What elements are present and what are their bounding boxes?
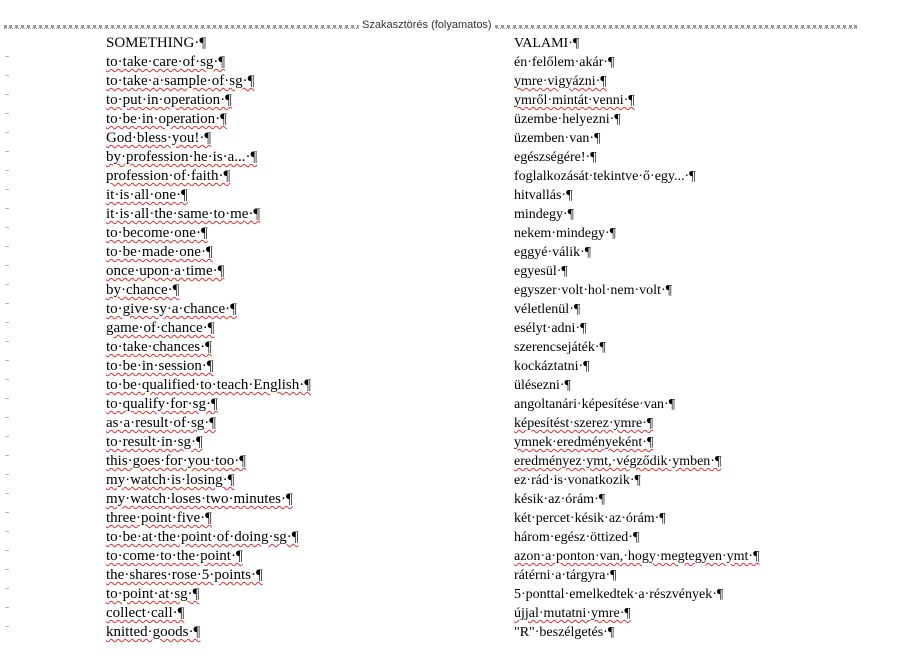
margin-tick: [5, 521, 13, 540]
hungarian-phrase-line[interactable]: [514, 148, 759, 167]
english-phrase-line[interactable]: [106, 34, 311, 53]
line-text: két·percet·késik·az·órám·¶: [514, 511, 666, 526]
margin-tick: [5, 274, 13, 293]
english-phrase-line[interactable]: [106, 129, 311, 148]
margin-tick: [5, 141, 13, 160]
line-text: this·goes·for·you·too·¶: [106, 453, 247, 469]
english-phrase-line[interactable]: [106, 357, 311, 376]
margin-tick: [5, 331, 13, 350]
english-column[interactable]: [106, 34, 311, 642]
line-text: eredményez·ymt,·végződik·ymben·¶: [514, 454, 722, 469]
margin-tick: [5, 46, 13, 65]
hungarian-phrase-line[interactable]: [514, 585, 759, 604]
margin-tick: [5, 464, 13, 483]
hungarian-phrase-line[interactable]: [514, 319, 759, 338]
line-text: to·take·chances·¶: [106, 339, 212, 355]
line-text: to·point·at·sg·¶: [106, 586, 200, 602]
english-phrase-line[interactable]: [106, 243, 311, 262]
line-text: to·be·at·the·point·of·doing·sg·¶: [106, 529, 299, 545]
hungarian-phrase-line[interactable]: [514, 72, 759, 91]
english-phrase-line[interactable]: [106, 395, 311, 414]
hungarian-phrase-line[interactable]: [514, 490, 759, 509]
left-margin-marks: [5, 46, 13, 635]
line-text: ymről·mintát·venni·¶: [514, 93, 635, 108]
english-phrase-line[interactable]: [106, 110, 311, 129]
line-text: by·profession·he·is·a...·¶: [106, 149, 258, 165]
line-text: ymnek·eredményeként·¶: [514, 435, 654, 450]
english-phrase-line[interactable]: [106, 262, 311, 281]
line-text: "R"·beszélgetés·¶: [514, 625, 615, 640]
line-text: to·qualify·for·sg·¶: [106, 396, 218, 412]
english-phrase-line[interactable]: [106, 547, 311, 566]
line-text: egészségére!·¶: [514, 150, 597, 165]
english-phrase-line[interactable]: [106, 72, 311, 91]
hungarian-phrase-line[interactable]: [514, 414, 759, 433]
hungarian-phrase-line[interactable]: [514, 509, 759, 528]
margin-tick: [5, 103, 13, 122]
line-text: SOMETHING·¶: [106, 35, 207, 51]
line-text: késik·az·órám·¶: [514, 492, 606, 507]
margin-tick: [5, 122, 13, 141]
line-text: collect·call·¶: [106, 605, 185, 621]
english-phrase-line[interactable]: [106, 148, 311, 167]
hungarian-phrase-line[interactable]: [514, 300, 759, 319]
line-text: knitted·goods·¶: [106, 624, 201, 640]
line-text: my·watch·loses·two·minutes·¶: [106, 491, 293, 507]
english-phrase-line[interactable]: [106, 452, 311, 471]
hungarian-phrase-line[interactable]: [514, 110, 759, 129]
hungarian-phrase-line[interactable]: [514, 34, 759, 53]
line-text: én·felőlem·akár·¶: [514, 55, 615, 70]
english-phrase-line[interactable]: [106, 414, 311, 433]
line-text: újjal·mutatni·ymre·¶: [514, 606, 631, 621]
line-text: esélyt·adni·¶: [514, 321, 587, 336]
english-phrase-line[interactable]: [106, 376, 311, 395]
english-phrase-line[interactable]: [106, 300, 311, 319]
line-text: foglalkozását·tekintve·ő·egy...·¶: [514, 169, 696, 184]
line-text: three·point·five·¶: [106, 510, 212, 526]
english-phrase-line[interactable]: [106, 471, 311, 490]
line-text: to·be·made·one·¶: [106, 244, 213, 260]
line-text: ez·rád·is·vonatkozik·¶: [514, 473, 641, 488]
english-phrase-line[interactable]: [106, 585, 311, 604]
line-text: it·is·all·the·same·to·me·¶: [106, 206, 261, 222]
hungarian-phrase-line[interactable]: [514, 186, 759, 205]
english-phrase-line[interactable]: [106, 509, 311, 528]
line-text: it·is·all·one·¶: [106, 187, 188, 203]
line-text: angoltanári·képesítése·van·¶: [514, 397, 676, 412]
margin-tick: [5, 559, 13, 578]
margin-tick: [5, 160, 13, 179]
english-phrase-line[interactable]: [106, 167, 311, 186]
margin-tick: [5, 483, 13, 502]
hungarian-column[interactable]: [514, 34, 759, 642]
hungarian-phrase-line[interactable]: [514, 91, 759, 110]
hungarian-phrase-line[interactable]: [514, 281, 759, 300]
line-text: ülésezni·¶: [514, 378, 571, 393]
hungarian-phrase-line[interactable]: [514, 623, 759, 642]
english-phrase-line[interactable]: [106, 338, 311, 357]
hungarian-phrase-line[interactable]: [514, 338, 759, 357]
english-phrase-line[interactable]: [106, 490, 311, 509]
hungarian-phrase-line[interactable]: [514, 395, 759, 414]
line-text: üzemben·van·¶: [514, 131, 601, 146]
margin-tick: [5, 578, 13, 597]
english-phrase-line[interactable]: [106, 224, 311, 243]
hungarian-phrase-line[interactable]: [514, 471, 759, 490]
english-phrase-line[interactable]: [106, 53, 311, 72]
line-text: egyesül·¶: [514, 264, 568, 279]
hungarian-phrase-line[interactable]: [514, 224, 759, 243]
section-break-label: Szakasztörés (folyamatos): [359, 17, 495, 33]
margin-tick: [5, 616, 13, 635]
margin-tick: [5, 350, 13, 369]
hungarian-phrase-line[interactable]: [514, 357, 759, 376]
margin-tick: [5, 217, 13, 236]
line-text: három·egész·öttized·¶: [514, 530, 640, 545]
line-text: profession·of·faith·¶: [106, 168, 231, 184]
hungarian-phrase-line[interactable]: [514, 528, 759, 547]
english-phrase-line[interactable]: [106, 528, 311, 547]
margin-tick: [5, 198, 13, 217]
margin-tick: [5, 388, 13, 407]
margin-tick: [5, 502, 13, 521]
line-text: VALAMI·¶: [514, 36, 580, 51]
line-text: ymre·vigyázni·¶: [514, 74, 607, 89]
hungarian-phrase-line[interactable]: [514, 376, 759, 395]
margin-tick: [5, 84, 13, 103]
english-phrase-line[interactable]: [106, 186, 311, 205]
english-phrase-line[interactable]: [106, 91, 311, 110]
margin-tick: [5, 426, 13, 445]
hungarian-phrase-line[interactable]: [514, 205, 759, 224]
line-text: once·upon·a·time·¶: [106, 263, 225, 279]
line-text: eggyé·válik·¶: [514, 245, 592, 260]
line-text: to·be·qualified·to·teach·English·¶: [106, 377, 312, 393]
line-text: rátérni·a·tárgyra·¶: [514, 568, 617, 583]
margin-tick: [5, 65, 13, 84]
margin-tick: [5, 312, 13, 331]
section-break-marker: [4, 16, 857, 36]
line-text: the·shares·rose·5·points·¶: [106, 567, 263, 583]
line-text: game·of·chance·¶: [106, 320, 215, 336]
margin-tick: [5, 540, 13, 559]
line-text: to·take·a·sample·of·sg·¶: [106, 73, 255, 89]
english-phrase-line[interactable]: [106, 604, 311, 623]
hungarian-phrase-line[interactable]: [514, 452, 759, 471]
hungarian-phrase-line[interactable]: [514, 129, 759, 148]
margin-tick: [5, 179, 13, 198]
line-text: képesítést·szerez·ymre·¶: [514, 416, 654, 431]
line-text: véletlenül·¶: [514, 302, 581, 317]
margin-tick: [5, 255, 13, 274]
line-text: to·become·one·¶: [106, 225, 208, 241]
english-phrase-line[interactable]: [106, 623, 311, 642]
english-phrase-line[interactable]: [106, 566, 311, 585]
line-text: mindegy·¶: [514, 207, 574, 222]
line-text: to·result·in·sg·¶: [106, 434, 203, 450]
line-text: hitvallás·¶: [514, 188, 573, 203]
line-text: to·give·sy·a·chance·¶: [106, 301, 237, 317]
hungarian-phrase-line[interactable]: [514, 547, 759, 566]
english-phrase-line[interactable]: [106, 281, 311, 300]
hungarian-phrase-line[interactable]: [514, 243, 759, 262]
line-text: as·a·result·of·sg·¶: [106, 415, 217, 431]
line-text: to·be·in·operation·¶: [106, 111, 227, 127]
line-text: God·bless·you!·¶: [106, 130, 212, 146]
line-text: szerencsejáték·¶: [514, 340, 606, 355]
hungarian-phrase-line[interactable]: [514, 262, 759, 281]
english-phrase-line[interactable]: [106, 205, 311, 224]
line-text: azon·a·ponton·van,·hogy·megtegyen·ymt·¶: [514, 549, 760, 564]
hungarian-phrase-line[interactable]: [514, 566, 759, 585]
line-text: by·chance·¶: [106, 282, 180, 298]
margin-tick: [5, 597, 13, 616]
line-text: kockáztatni·¶: [514, 359, 590, 374]
line-text: my·watch·is·losing·¶: [106, 472, 235, 488]
hungarian-phrase-line[interactable]: [514, 433, 759, 452]
line-text: to·be·in·session·¶: [106, 358, 214, 374]
english-phrase-line[interactable]: [106, 319, 311, 338]
line-text: nekem·mindegy·¶: [514, 226, 616, 241]
margin-tick: [5, 293, 13, 312]
margin-tick: [5, 407, 13, 426]
english-phrase-line[interactable]: [106, 433, 311, 452]
line-text: to·come·to·the·point·¶: [106, 548, 243, 564]
hungarian-phrase-line[interactable]: [514, 53, 759, 72]
margin-tick: [5, 445, 13, 464]
line-text: to·take·care·of·sg·¶: [106, 54, 226, 70]
hungarian-phrase-line[interactable]: [514, 167, 759, 186]
line-text: üzembe·helyezni·¶: [514, 112, 621, 127]
margin-tick: [5, 236, 13, 255]
hungarian-phrase-line[interactable]: [514, 604, 759, 623]
line-text: egyszer·volt·hol·nem·volt·¶: [514, 283, 672, 298]
line-text: 5·ponttal·emelkedtek·a·részvények·¶: [514, 587, 724, 602]
margin-tick: [5, 369, 13, 388]
line-text: to·put·in·operation·¶: [106, 92, 232, 108]
